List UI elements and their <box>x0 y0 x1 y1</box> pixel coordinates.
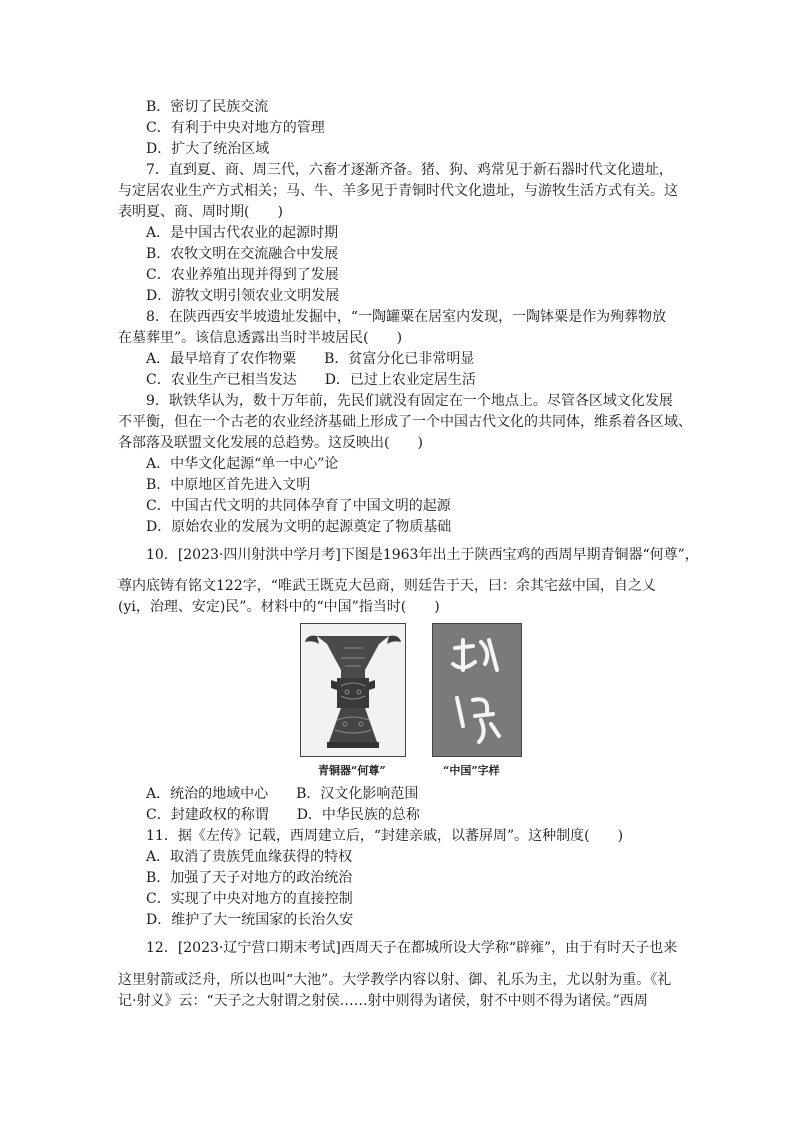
q7-option-d: D．游牧文明引领农业文明发展 <box>146 288 340 304</box>
q12-stem-line-2: 这里射箭或泛舟，所以也叫“大池”。大学教学内容以射、御、礼乐为主，尤以射为重。《礼 <box>118 972 672 988</box>
q9-stem-line-3: 各部落及联盟文化发展的总趋势。这反映出( ) <box>118 435 423 451</box>
q8-stem-line-2: 在墓葬里”。该信息透露出当时半坡居民( ) <box>118 330 403 346</box>
q7-option-b: B．农牧文明在交流融合中发展 <box>146 246 339 262</box>
q6-option-c: C．有利于中央对地方的管理 <box>146 120 325 136</box>
q12-stem-line-1: 12．[2023·辽宁营口期末考试]西周天子在都城所设大学称“辟雍”，由于有时天子也来 <box>146 940 678 956</box>
q11-option-d: D．维护了大一统国家的长治久安 <box>146 912 354 928</box>
q9-option-b: B．中原地区首先进入文明 <box>146 477 311 493</box>
q9-option-d: D．原始农业的发展为文明的起源奠定了物质基础 <box>146 519 452 535</box>
bronze-zun-figure <box>300 623 406 757</box>
q9-stem-line-2: 不平衡，但在一个古老的农业经济基础上形成了一个中国古代文化的共同体，维系着各区域、 <box>118 414 692 430</box>
q11-stem: 11．据《左传》记载，西周建立后，“封建亲戚，以蕃屏周”。这种制度( ) <box>146 828 624 844</box>
zhongguo-inscription-figure <box>432 623 522 757</box>
q10-options-cd: C．封建政权的称谓 D．中华民族的总称 <box>146 807 420 823</box>
q6-option-b: B．密切了民族交流 <box>146 99 269 115</box>
q8-stem-line-1: 8．在陕西西安半坡遗址发掘中，“一陶罐粟在居室内发现，一陶钵粟是作为殉葬物放 <box>146 309 667 325</box>
q7-option-a: A．是中国古代农业的起源时期 <box>146 225 339 241</box>
figure-caption-right: “中国”字样 <box>443 764 500 777</box>
q11-option-c: C．实现了中央对地方的直接控制 <box>146 891 353 907</box>
q10-stem-line-2: 尊内底铸有铭文122字，“唯武王既克大邑商，则廷告于天，曰：余其宅兹中国，自之乂 <box>118 578 656 594</box>
q9-option-a: A．中华文化起源“单一中心”论 <box>146 456 339 472</box>
zhongguo-inscription-icon <box>433 624 521 756</box>
q7-stem-line-3: 表明夏、商、周时期( ) <box>118 204 283 220</box>
bronze-zun-vessel-icon <box>301 624 405 756</box>
q7-option-c: C．农业养殖出现并得到了发展 <box>146 267 339 283</box>
q11-option-a: A．取消了贵族凭血缘获得的特权 <box>146 849 353 865</box>
figure-caption-left: 青铜器“何尊” <box>318 764 386 777</box>
q12-stem-line-3: 记·射义》云：“天子之大射谓之射侯……射中则得为诸侯，射不中则不得为诸侯。”西周 <box>118 993 648 1009</box>
q8-options-cd: C．农业生产已相当发达 D．已过上农业定居生活 <box>146 372 476 388</box>
q7-stem-line-1: 7．直到夏、商、周三代，六畜才逐渐齐备。猪、狗、鸡常见于新石器时代文化遗址， <box>146 162 673 178</box>
q9-option-c: C．中国古代文明的共同体孕育了中国文明的起源 <box>146 498 451 514</box>
q6-option-d: D．扩大了统治区域 <box>146 141 270 157</box>
q10-options-ab: A．统治的地域中心 B．汉文化影响范围 <box>146 786 419 802</box>
q7-stem-line-2: 与定居农业生产方式相关；马、牛、羊多见于青铜时代文化遗址，与游牧生活方式有关。这 <box>118 183 678 199</box>
q11-option-b: B．加强了天子对地方的政治统治 <box>146 870 353 886</box>
q9-stem-line-1: 9．耿铁华认为，数十万年前，先民们就没有固定在一个地点上。尽管各区域文化发展 <box>146 393 673 409</box>
q10-stem-line-1: 10．[2023·四川射洪中学月考]下图是1963年出土于陕西宝鸡的西周早期青铜器“何尊”， <box>146 547 699 563</box>
q8-options-ab: A．最早培育了农作物粟 B．贫富分化已非常明显 <box>146 351 475 367</box>
q10-stem-line-3: (yi，治理、安定)民”。材料中的“中国”指当时( ) <box>118 599 440 615</box>
